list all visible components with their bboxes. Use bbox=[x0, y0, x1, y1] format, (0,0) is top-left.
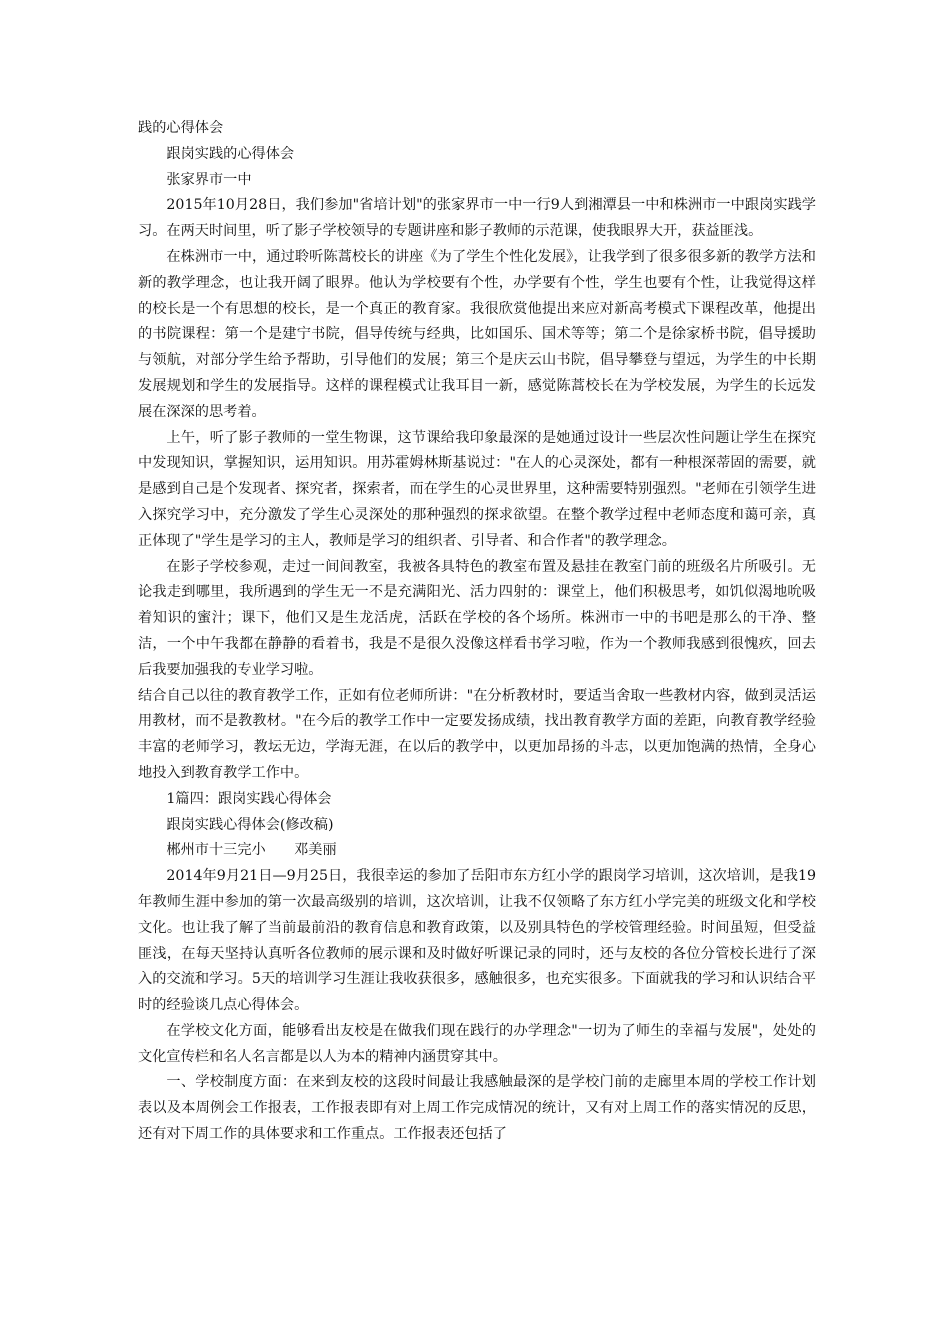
paragraph: 在株洲市一中，通过聆听陈蒿校长的讲座《为了学生个性化发展》，让我学到了很多很多新的教学方法和新的教学理念，也让我开阔了眼界。他认为学校要有个性，办学要有个性，学生也要有个性，让我觉得这样的校长是一个有思想的校长，是一个真正的教育家。我很欣赏他提出来应对新高考模式下课程改革，他提出的书院课程：第一个是建宁书院，倡导传统与经典，比如国乐、国术等等；第二个是徐家桥书院，倡导援助与领航，对部分学生给予帮助，引导他们的发展；第三个是庆云山书院，倡导攀登与望远，为学生的中长期发展规划和学生的发展指导。这样的课程模式让我耳目一新，感觉陈蒿校长在为学校发展，为学生的长远发展在深深的思考着。 bbox=[138, 248, 816, 420]
paragraph: 2015年10月28日，我们参加"省培计划"的张家界市一中一行9人到湘潭县一中和株洲市一中跟岗实践学习。在两天时间里，听了影子学校领导的专题讲座和影子教师的示范课，使我眼界大开，获益匪浅。 bbox=[138, 197, 816, 240]
paragraph: 在学校文化方面，能够看出友校是在做我们现在践行的办学理念"一切为了师生的幸福与发展"，处处的文化宣传栏和名人名言都是以人为本的精神内涵贯穿其中。 bbox=[138, 1022, 816, 1065]
paragraph: 践的心得体会 bbox=[138, 120, 224, 136]
paragraph: 一、学校制度方面：在来到友校的这段时间最让我感触最深的是学校门前的走廊里本周的学校工作计划表以及本周例会工作报表，工作报表即有对上周工作完成情况的统计，又有对上周工作的落实情况的反思，还有对下周工作的具体要求和工作重点。工作报表还包括了 bbox=[138, 1074, 816, 1143]
paragraph: 跟岗实践心得体会(修改稿) bbox=[166, 816, 334, 833]
document-page bbox=[138, 116, 816, 1148]
paragraph: 1篇四：跟岗实践心得体会 bbox=[166, 790, 332, 807]
paragraph: 2014年9月21日—9月25日，我很幸运的参加了岳阳市东方红小学的跟岗学习培训，这次培训，是我19年教师生涯中参加的第一次最高级别的培训，这次培训，让我不仅领略了东方红小学完美的班级文化和学校文化。也让我了解了当前最前沿的教育信息和教育政策，以及别具特色的学校管理经验。时间虽短，但受益匪浅，在每天坚持认真听各位教师的展示课和及时做好听课记录的同时，还与友校的各位分管校长进行了深入的交流和学习。5天的培训学习生涯让我收获很多，感触很多，也充实很多。下面就我的学习和认识结合平时的经验谈几点心得体会。 bbox=[138, 868, 816, 1014]
paragraph: 郴州市十三完小 邓美丽 bbox=[166, 842, 337, 859]
paragraph: 上午，听了影子教师的一堂生物课，这节课给我印象最深的是她通过设计一些层次性问题让学生在探究中发现知识，掌握知识，运用知识。用苏霍姆林斯基说过："在人的心灵深处，都有一种根深蒂固的需要，就是感到自己是个发现者、探究者，探索者，而在学生的心灵世界里，这种需要特别强烈。"老师在引领学生进入探究学习中，充分激发了学生心灵深处的那种强烈的探求欲望。在整个教学过程中老师态度和蔼可亲，真正体现了"学生是学习的主人，教师是学习的组织者、引导者、和合作者"的教学理念。 bbox=[138, 429, 816, 549]
paragraph: 张家界市一中 bbox=[166, 171, 252, 188]
paragraph: 跟岗实践的心得体会 bbox=[166, 145, 295, 162]
paragraph: 在影子学校参观，走过一间间教室，我被各具特色的教室布置及悬挂在教室门前的班级名片所吸引。无论我走到哪里，我所遇到的学生无一不是充满阳光、活力四射的：课堂上，他们积极思考，如饥似渴地吮吸着知识的蜜汁；课下，他们又是生龙活虎，活跃在学校的各个场所。株洲市一中的书吧是那么的干净、整洁，一个中午我都在静静的看着书，我是不是很久没像这样看书学习啦，作为一个教师我感到很愧疚，回去后我要加强我的专业学习啦。 bbox=[138, 558, 816, 678]
paragraph: 结合自己以往的教育教学工作，正如有位老师所讲："在分析教材时，要适当舍取一些教材内容，做到灵活运用教材，而不是教教材。"在今后的教学工作中一定要发扬成绩，找出教育教学方面的差距，向教育教学经验丰富的老师学习，教坛无边，学海无涯，在以后的教学中，以更加昂扬的斗志，以更加饱满的热情，全身心地投入到教育教学工作中。 bbox=[138, 687, 816, 781]
